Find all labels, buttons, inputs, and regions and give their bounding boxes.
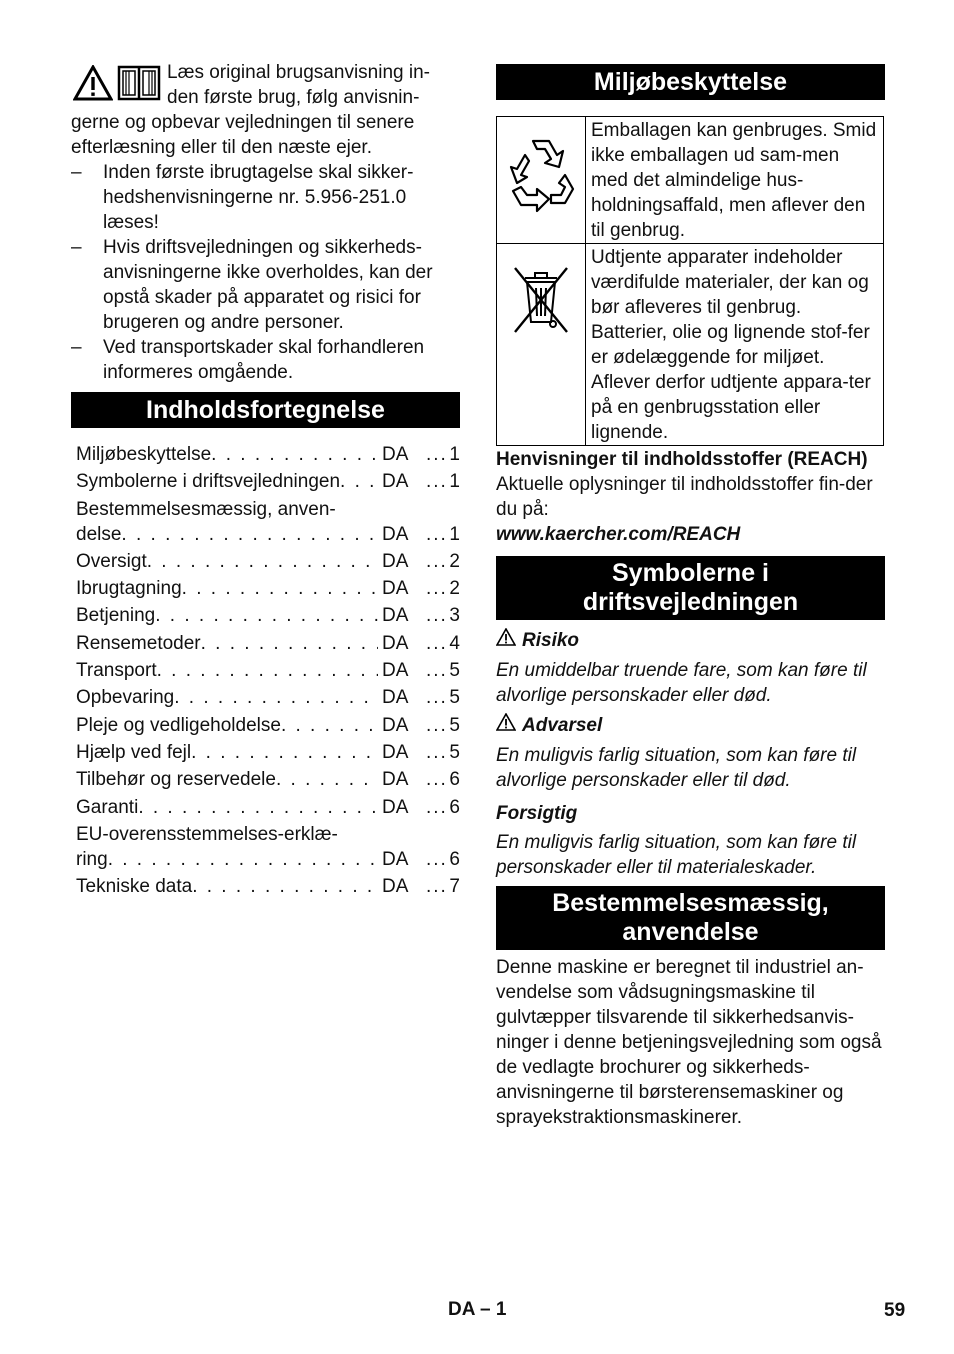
table-of-contents	[71, 442, 460, 899]
toc-entry[interactable]	[76, 740, 460, 765]
toc-page-dots: ...	[426, 578, 448, 600]
toc-entry-page: 5	[449, 660, 460, 682]
caution-text: En muligvis farlig situation, som kan føre til personskader eller til materialeskader.	[496, 832, 857, 878]
toc-leader-dots	[211, 442, 378, 467]
toc-entry-title: Miljøbeskyttelse	[76, 444, 212, 465]
warning-triangle-icon	[496, 628, 516, 653]
toc-leader-dots	[155, 603, 378, 628]
footer-section-label: DA – 1	[448, 1299, 507, 1320]
toc-entry[interactable]	[76, 497, 460, 547]
toc-entry-title: Oversigt	[76, 550, 147, 572]
intended-use-heading-line: anvendelse	[622, 918, 759, 946]
toc-entry-lang: DA	[382, 632, 409, 654]
toc-entry-title-line1: Bestemmelsesmæssig, anven-	[76, 498, 336, 520]
toc-entry-page: 2	[449, 550, 460, 572]
crossed-bin-icon	[509, 320, 573, 341]
bullet-item: – Hvis driftsvejledningen og sikkerheds-anvisningerne ikke overholdes, kan der opstå skader på apparatet og risici for brugeren og andre personer.	[71, 235, 460, 335]
toc-entry-lang: DA	[382, 660, 409, 682]
toc-entry[interactable]	[76, 469, 460, 494]
toc-entry-lang: DA	[382, 769, 409, 791]
toc-leader-dots	[157, 658, 378, 683]
env-row-disposal	[497, 244, 884, 446]
recycling-icon	[503, 197, 579, 218]
toc-entry-title: Ibrugtagning	[76, 578, 182, 600]
env-table	[496, 116, 884, 446]
toc-entry-lang: DA	[382, 876, 409, 898]
toc-entry-lang: DA	[382, 796, 409, 818]
toc-entry[interactable]	[76, 549, 460, 574]
toc-entry-page: 1	[449, 523, 460, 545]
toc-entry-page: 5	[449, 714, 460, 736]
toc-page-dots: ...	[426, 687, 448, 709]
toc-entry-lang: DA	[382, 848, 409, 870]
left-column	[71, 60, 460, 901]
intro-rest: gerne og opbevar vejledningen til senere efterlæsning eller til den næste ejer.	[71, 112, 415, 158]
risk-label: Risiko	[522, 630, 580, 651]
toc-entry-lang: DA	[382, 550, 409, 572]
toc-leader-dots	[182, 576, 378, 601]
toc-page-dots: ...	[426, 796, 448, 818]
env-icon-cell	[497, 244, 586, 446]
toc-entry-page: 1	[449, 471, 460, 493]
toc-entry-page: 6	[449, 848, 460, 870]
toc-page-dots: ...	[426, 769, 448, 791]
risk-text: En umiddelbar truende fare, som kan føre til alvorlige personskader eller død.	[496, 660, 867, 706]
toc-page-dots: ...	[426, 848, 448, 870]
caution-label: Forsigtig	[496, 803, 578, 824]
toc-entry-page: 2	[449, 578, 460, 600]
env-text-cell: Emballagen kan genbruges. Smid ikke emballagen ud sam-men med det almindelige hus-holdningsaffald, men aflever den til genbrug.	[586, 117, 884, 244]
toc-entry-lang: DA	[382, 471, 409, 493]
reach-heading: Henvisninger til indholdsstoffer (REACH)	[496, 449, 868, 470]
bullet-item: – Inden første ibrugtagelse skal sikker-hedshenvisningerne nr. 5.956-251.0 læses!	[71, 160, 460, 235]
symbols-block	[496, 628, 885, 880]
intro-block	[71, 60, 460, 385]
toc-entry[interactable]	[76, 795, 460, 820]
env-heading: Miljøbeskyttelse	[496, 64, 885, 100]
warning-heading	[496, 713, 885, 738]
toc-leader-dots	[121, 522, 378, 547]
toc-entry-page: 6	[449, 769, 460, 791]
toc-entry[interactable]	[76, 576, 460, 601]
symbols-heading-line: driftsvejledningen	[582, 588, 799, 616]
toc-entry-title: Symbolerne i driftsvejledningen	[76, 471, 341, 493]
toc-page-dots: ...	[426, 876, 448, 898]
warning-triangle-icon	[496, 713, 516, 738]
toc-leader-dots	[192, 874, 378, 899]
reach-text: Aktuelle oplysninger til indholdsstoffer fin-der du på:	[496, 474, 873, 520]
toc-entry[interactable]	[76, 874, 460, 899]
toc-page-dots: ...	[426, 632, 448, 654]
toc-leader-dots	[276, 767, 378, 792]
toc-page-dots: ...	[426, 660, 448, 682]
toc-entry-title: Rensemetoder	[76, 632, 201, 654]
toc-entry-page: 1	[449, 444, 460, 465]
toc-leader-dots	[201, 631, 378, 656]
intro-icons	[73, 65, 161, 108]
toc-entry-title: Garanti	[76, 796, 139, 818]
intro-line-1: Læs original brugsanvisning in-	[167, 62, 430, 83]
intended-use-text: Denne maskine er beregnet til industriel an-vendelse som vådsugningsmaskine til gulvtæpper tilsvarende til sikkerhedsanvis-ninger i denne betjeningsvejledning som også de vedlagte brochurer og sikkerheds-anvisningerne til børsterensemaskiner og sprayekstraktionsmaskinerer.	[496, 957, 882, 1128]
toc-entry-lang: DA	[382, 741, 409, 763]
toc-leader-dots	[138, 795, 378, 820]
toc-page-dots: ...	[426, 714, 448, 736]
toc-leader-dots	[340, 469, 378, 494]
toc-entry-title: Pleje og vedligeholdelse	[76, 714, 281, 736]
toc-leader-dots	[174, 685, 378, 710]
intended-use-heading-line: Bestemmelsesmæssig,	[552, 889, 829, 917]
env-row-recycling	[497, 117, 884, 244]
toc-entry-lang: DA	[382, 578, 409, 600]
toc-entry-title: Hjælp ved fejl	[76, 741, 192, 763]
toc-entry[interactable]	[76, 685, 460, 710]
toc-entry-page: 6	[449, 796, 460, 818]
toc-entry-title-line1: EU-overensstemmelses-erklæ-	[76, 823, 338, 845]
toc-entry-title: Tekniske data	[76, 876, 193, 898]
toc-entry-page: 5	[449, 741, 460, 763]
toc-heading: Indholdsfortegnelse	[71, 392, 460, 428]
toc-entry-title: Betjening	[76, 605, 156, 627]
toc-page-dots: ...	[426, 523, 448, 545]
toc-entry[interactable]	[76, 631, 460, 656]
toc-entry[interactable]	[76, 713, 460, 738]
toc-entry-title: delse	[76, 523, 122, 545]
toc-entry-title: Opbevaring	[76, 687, 175, 709]
manual-book-icon	[117, 65, 161, 108]
warning-label: Advarsel	[522, 715, 603, 736]
footer-page-number: 59	[884, 1300, 906, 1321]
bullet-item: – Ved transportskader skal forhandleren informeres omgående.	[71, 335, 460, 385]
risk-heading	[496, 628, 885, 653]
toc-leader-dots	[147, 549, 378, 574]
reach-url[interactable]: www.kaercher.com/REACH	[496, 524, 741, 545]
toc-page-dots: ...	[426, 471, 448, 493]
toc-leader-dots	[281, 713, 378, 738]
toc-entry[interactable]	[76, 822, 460, 872]
symbols-heading	[496, 556, 885, 620]
toc-entry-title: Transport	[76, 660, 157, 682]
toc-entry-lang: DA	[382, 523, 409, 545]
intended-use-heading	[496, 886, 885, 950]
toc-entry-page: 5	[449, 687, 460, 709]
toc-entry[interactable]	[76, 442, 460, 467]
toc-page-dots: ...	[426, 741, 448, 763]
toc-entry-page: 7	[449, 876, 460, 898]
symbols-heading-line: Symbolerne i	[612, 559, 769, 587]
toc-entry-lang: DA	[382, 714, 409, 736]
toc-entry[interactable]	[76, 603, 460, 628]
toc-entry-page: 4	[449, 632, 460, 654]
toc-leader-dots	[191, 740, 378, 765]
toc-entry-lang: DA	[382, 605, 409, 627]
warning-text: En muligvis farlig situation, som kan føre til alvorlige personskader eller til død.	[496, 745, 857, 791]
toc-leader-dots	[108, 847, 378, 872]
toc-page-dots: ...	[426, 605, 448, 627]
env-icon-cell	[497, 117, 586, 244]
right-column	[496, 64, 885, 1130]
toc-entry-page: 3	[449, 605, 460, 627]
toc-entry-lang: DA	[382, 444, 409, 465]
toc-entry-title: Tilbehør og reservedele	[76, 769, 276, 791]
env-text-cell: Udtjente apparater indeholder værdifulde materialer, der kan og bør afleveres til genbrug. Batterier, olie og lignende stof-fer er ødelæggende for miljøet. Aflever derfor udtjente appara-ter på en genbrugsstation eller lignende.	[586, 244, 884, 446]
toc-entry[interactable]	[76, 658, 460, 683]
toc-page-dots: ...	[426, 550, 448, 572]
toc-entry-lang: DA	[382, 687, 409, 709]
toc-page-dots: ...	[426, 444, 448, 465]
intro-line-2: den første brug, følg anvisnin-	[167, 87, 420, 108]
toc-entry[interactable]	[76, 767, 460, 792]
toc-entry-title: ring	[76, 848, 108, 870]
intro-bullets	[71, 160, 460, 385]
warning-triangle-icon	[73, 65, 113, 108]
